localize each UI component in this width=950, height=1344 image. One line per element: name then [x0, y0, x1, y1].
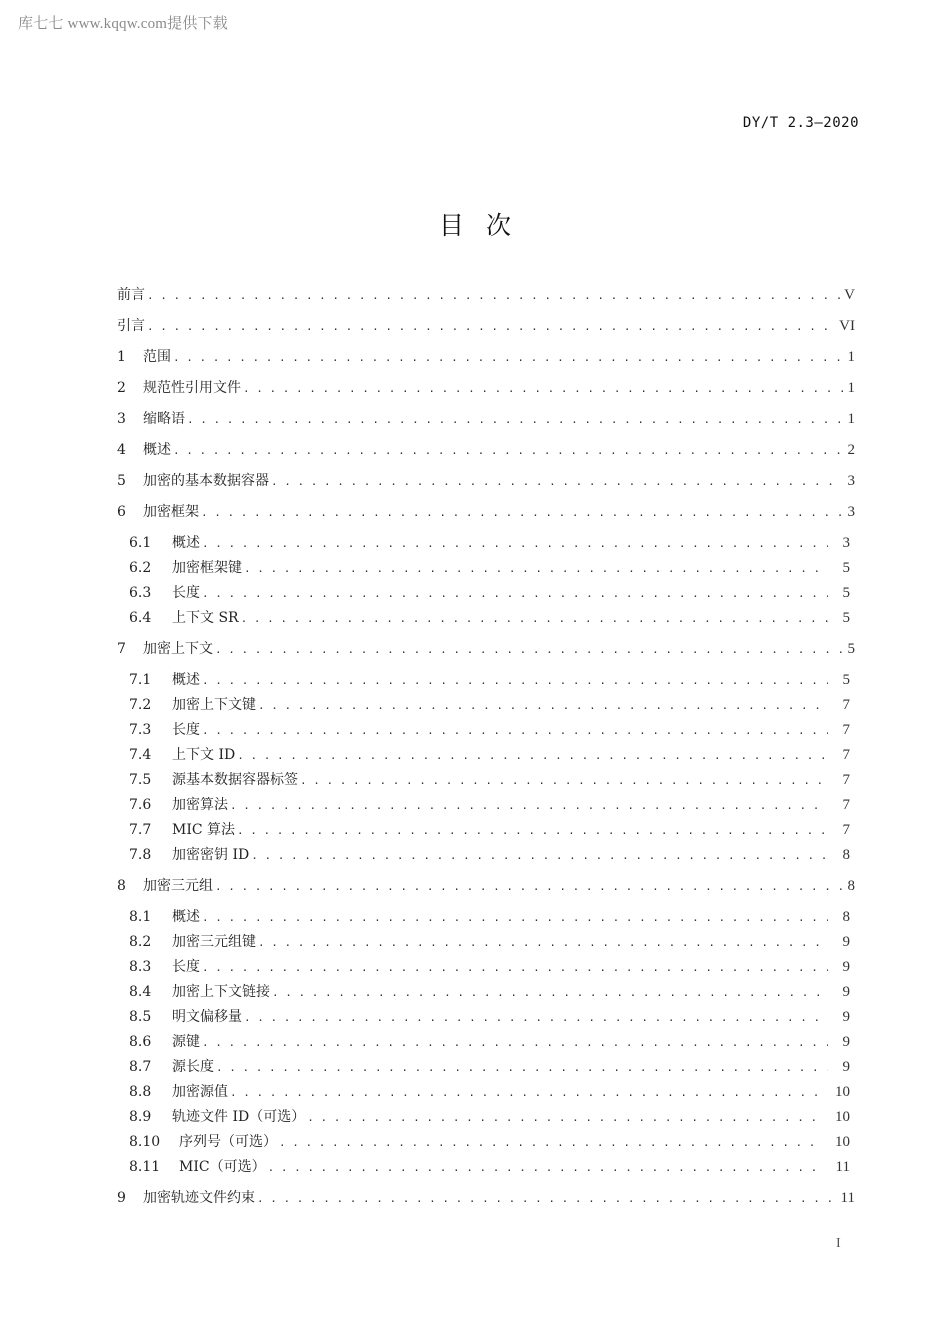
toc-entry-title: 上下文 SR	[172, 610, 239, 626]
toc-entry-title: 明文偏移量	[172, 1009, 242, 1025]
toc-entry-page: 9	[842, 1059, 850, 1075]
toc-entry-page: 1	[847, 411, 855, 427]
toc-entry-page: 7	[842, 797, 850, 813]
toc-entry-number: 5	[117, 473, 126, 489]
toc-entry[interactable]	[129, 794, 850, 816]
toc-entry-page: 8	[847, 878, 855, 894]
toc-entry-number: 6	[117, 504, 126, 520]
toc-entry-page: 11	[840, 1190, 855, 1206]
toc-entry-page: 5	[847, 641, 855, 657]
toc-entry-number: 8.9	[129, 1109, 152, 1125]
toc-entry[interactable]	[129, 719, 850, 741]
dot-leader	[187, 413, 843, 426]
toc-entry-number: 6.3	[129, 585, 152, 601]
toc-entry-page: 5	[842, 610, 850, 626]
dot-leader	[202, 724, 828, 737]
toc-entry-page: 3	[842, 535, 850, 551]
toc-entry-page: 8	[842, 847, 850, 863]
toc-entry-title: 引言	[117, 318, 145, 334]
dot-leader	[271, 475, 843, 488]
toc-entry-title: 加密三元组键	[172, 934, 256, 950]
toc-entry-number: 1	[117, 349, 126, 365]
dot-leader	[251, 849, 828, 862]
toc-entry-number: 6.2	[129, 560, 152, 576]
toc-entry-title: 加密框架键	[172, 560, 242, 576]
dot-leader	[244, 562, 828, 575]
toc-entry-number: 7	[117, 641, 126, 657]
toc-entry-page: 7	[842, 697, 850, 713]
dot-leader	[173, 444, 843, 457]
dot-leader	[268, 1161, 824, 1174]
toc-entry-number: 7.7	[129, 822, 152, 838]
toc-entry-page: 5	[842, 585, 850, 601]
toc-entry-title: MIC 算法	[172, 822, 236, 838]
toc-entry-number: 6.1	[129, 535, 152, 551]
toc-entry-page: 9	[842, 1009, 850, 1025]
toc-entry-title: 长度	[172, 585, 200, 601]
toc-entry[interactable]	[129, 1031, 850, 1053]
toc-entry[interactable]	[117, 638, 855, 660]
toc-entry-page: 2	[847, 442, 855, 458]
toc-entry-page: 1	[847, 380, 855, 396]
toc-entry-page: 9	[842, 1034, 850, 1050]
toc-entry[interactable]	[117, 315, 855, 337]
toc-entry[interactable]	[117, 346, 855, 368]
toc-entry[interactable]	[117, 284, 855, 306]
toc-entry-title: 缩略语	[143, 411, 185, 427]
toc-entry-title: 加密上下文链接	[172, 984, 270, 1000]
dot-leader	[147, 289, 842, 302]
toc-entry-page: 10	[835, 1134, 850, 1150]
toc-entry-page: 7	[842, 747, 850, 763]
toc-entry-number: 8.3	[129, 959, 152, 975]
toc-entry-title: 加密三元组	[143, 878, 213, 894]
dot-leader	[216, 1061, 828, 1074]
toc-entry-page: 9	[842, 959, 850, 975]
toc-entry-number: 7.4	[129, 747, 152, 763]
toc-entry-title: 前言	[117, 287, 145, 303]
toc-entry[interactable]	[117, 470, 855, 492]
toc-entry[interactable]	[129, 906, 850, 928]
toc-entry-page: 8	[842, 909, 850, 925]
toc-entry-page: 7	[842, 722, 850, 738]
toc-entry[interactable]	[129, 819, 850, 841]
toc-entry-title: 长度	[172, 959, 200, 975]
dot-leader	[243, 382, 843, 395]
toc-entry-number: 8.6	[129, 1034, 152, 1050]
toc-entry[interactable]	[129, 981, 850, 1003]
toc-entry-title: 序列号（可选）	[179, 1134, 277, 1150]
toc-entry[interactable]	[129, 744, 850, 766]
toc-entry-page: 3	[847, 473, 855, 489]
toc-entry-number: 8.4	[129, 984, 152, 1000]
toc-entry-page: 5	[842, 560, 850, 576]
dot-leader	[202, 1036, 828, 1049]
toc-entry-number: 8.7	[129, 1059, 152, 1075]
dot-leader	[307, 1111, 823, 1124]
toc-entry-number: 8.10	[129, 1134, 161, 1150]
toc-entry-number: 4	[117, 442, 126, 458]
toc-entry-page: 7	[842, 822, 850, 838]
toc-entry-number: 8.1	[129, 909, 152, 925]
toc-entry-title: 轨迹文件 ID（可选）	[172, 1109, 306, 1125]
toc-entry-page: 3	[847, 504, 855, 520]
toc-entry-title: 加密密钥 ID	[172, 847, 250, 863]
dot-leader	[215, 643, 843, 656]
toc-entry-number: 8.8	[129, 1084, 152, 1100]
dot-leader	[202, 911, 828, 924]
toc-entry-title: 加密框架	[143, 504, 199, 520]
dot-leader	[201, 506, 843, 519]
toc-entry-page: VI	[839, 318, 855, 334]
toc-entry[interactable]	[129, 769, 850, 791]
page-number: I	[836, 1236, 841, 1251]
toc-entry-title: 加密源值	[172, 1084, 228, 1100]
toc-entry-page: 5	[842, 672, 850, 688]
dot-leader	[230, 1086, 823, 1099]
dot-leader	[257, 1192, 839, 1205]
dot-leader	[202, 537, 828, 550]
toc-entry-number: 8.11	[129, 1159, 161, 1175]
toc-entry[interactable]	[117, 501, 855, 523]
dot-leader	[215, 880, 843, 893]
toc-entry-page: 9	[842, 984, 850, 1000]
toc-entry[interactable]	[129, 956, 850, 978]
toc-entry[interactable]	[129, 1106, 850, 1128]
toc-entry[interactable]	[117, 408, 855, 430]
toc-entry-title: 加密上下文键	[172, 697, 256, 713]
dot-leader	[202, 587, 828, 600]
toc-entry[interactable]	[129, 582, 850, 604]
toc-entry-title: 加密的基本数据容器	[143, 473, 269, 489]
toc-entry[interactable]	[129, 844, 850, 866]
toc-entry[interactable]	[129, 1131, 850, 1153]
page-title: 目次	[438, 211, 533, 240]
toc-entry-title: 加密上下文	[143, 641, 213, 657]
toc-entry-title: 加密轨迹文件约束	[143, 1190, 255, 1206]
toc-entry-title: 上下文 ID	[172, 747, 236, 763]
toc-entry-title: 概述	[143, 442, 171, 458]
toc-entry-title: 源长度	[172, 1059, 214, 1075]
dot-leader	[202, 961, 828, 974]
toc-entry-number: 3	[117, 411, 126, 427]
toc-entry-title: 源键	[172, 1034, 200, 1050]
toc-entry-number: 6.4	[129, 610, 152, 626]
dot-leader	[202, 674, 828, 687]
toc-entry-page: 7	[842, 772, 850, 788]
toc-entry-page: 1	[847, 349, 855, 365]
toc-entry-number: 2	[117, 380, 126, 396]
dot-leader	[244, 1011, 828, 1024]
toc-entry[interactable]	[129, 1156, 850, 1178]
dot-leader	[237, 749, 828, 762]
toc-entry-title: 源基本数据容器标签	[172, 772, 298, 788]
toc-entry-number: 8	[117, 878, 126, 894]
toc-entry[interactable]	[117, 1187, 855, 1209]
standard-code: DY/T 2.3—2020	[742, 115, 859, 131]
toc-entry-title: 范围	[143, 349, 171, 365]
toc-entry[interactable]	[129, 931, 850, 953]
toc-entry-number: 9	[117, 1190, 126, 1206]
toc-entry-number: 8.5	[129, 1009, 152, 1025]
dot-leader	[272, 986, 828, 999]
toc-entry-number: 7.8	[129, 847, 152, 863]
toc-entry[interactable]	[117, 875, 855, 897]
toc-entry-title: 概述	[172, 672, 200, 688]
toc-entry-title: 加密算法	[172, 797, 228, 813]
toc-entry[interactable]	[117, 377, 855, 399]
dot-leader	[258, 936, 828, 949]
dot-leader	[279, 1136, 823, 1149]
dot-leader	[300, 774, 828, 787]
toc-entry[interactable]	[129, 1056, 850, 1078]
toc-entry[interactable]	[129, 557, 850, 579]
toc-entry[interactable]	[129, 1006, 850, 1028]
toc-entry-number: 7.3	[129, 722, 152, 738]
dot-leader	[258, 699, 828, 712]
watermark: 库七七 www.kqqw.com提供下载	[18, 16, 228, 32]
toc-entry-title: 概述	[172, 535, 200, 551]
dot-leader	[230, 799, 828, 812]
toc-entry-number: 7.1	[129, 672, 152, 688]
dot-leader	[241, 612, 828, 625]
toc-entry-number: 7.2	[129, 697, 152, 713]
toc-entry-title: MIC（可选）	[179, 1159, 266, 1175]
toc-entry[interactable]	[129, 1081, 850, 1103]
toc-entry[interactable]	[129, 669, 850, 691]
toc-entry[interactable]	[129, 607, 850, 629]
toc-entry-number: 7.5	[129, 772, 152, 788]
toc-entry-page: 9	[842, 934, 850, 950]
toc-entry-page: 10	[835, 1084, 850, 1100]
toc-entry[interactable]	[129, 532, 850, 554]
toc-entry-number: 7.6	[129, 797, 152, 813]
dot-leader	[147, 320, 837, 333]
toc-entry-page: 11	[835, 1159, 850, 1175]
toc-entry[interactable]	[129, 694, 850, 716]
toc-entry[interactable]	[117, 439, 855, 461]
toc-entry-page: V	[844, 287, 855, 303]
dot-leader	[237, 824, 828, 837]
toc-entry-title: 规范性引用文件	[143, 380, 241, 396]
toc-entry-title: 长度	[172, 722, 200, 738]
toc-entry-number: 8.2	[129, 934, 152, 950]
toc-entry-page: 10	[835, 1109, 850, 1125]
dot-leader	[173, 351, 843, 364]
toc-entry-title: 概述	[172, 909, 200, 925]
